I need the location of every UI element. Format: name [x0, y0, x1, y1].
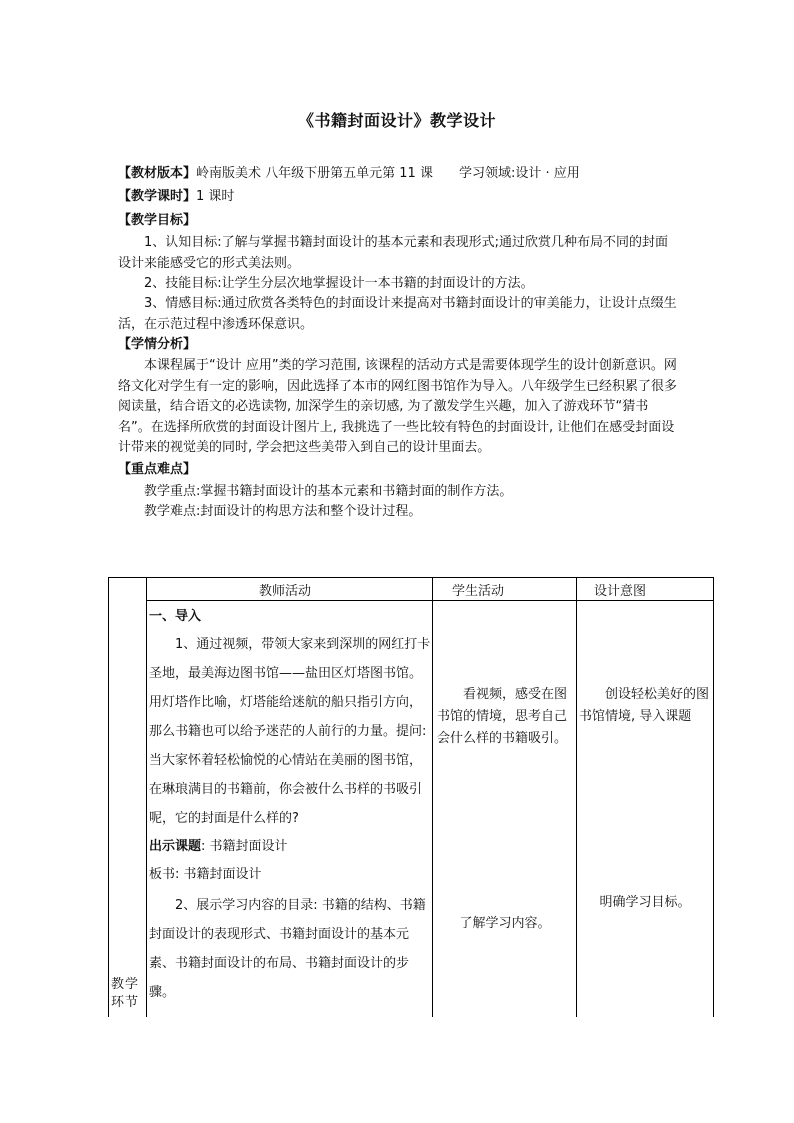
- teacher-activity-cell: [149, 604, 431, 1007]
- design-intent-1: 创设轻松美好的图书馆情境, 导入课题: [579, 687, 710, 724]
- hours-line: [118, 187, 688, 207]
- table-divider-3: [576, 577, 577, 1017]
- student-activity-1: 看视频，感受在图书馆的情境，思考自己会什么样的书籍吸引。: [437, 687, 568, 746]
- teaching-focus: 教学重点:掌握书籍封面设计的基本元素和书籍封面的制作方法。: [144, 484, 513, 499]
- board-line: 板书: 书籍封面设计: [149, 867, 262, 882]
- col-teacher-header: 教师活动: [259, 584, 312, 599]
- col-intent-header: 设计意图: [594, 584, 647, 599]
- table-top-border: [108, 577, 714, 578]
- objective-2: 2、技能目标:让学生分层次地掌握设计一本书籍的封面设计的方法。: [144, 276, 534, 291]
- row-label: 教学环节: [111, 977, 140, 1010]
- student-activity-2: 了解学习内容。: [459, 916, 551, 931]
- table-divider-1: [146, 577, 147, 1017]
- show-topic-label: 出示课题: [149, 839, 202, 854]
- show-topic-line: [149, 833, 431, 861]
- teacher-para-2: 2、展示学习内容的目录: 书籍的结构、书籍封面设计的表现形式、书籍封面设计的基本元素、书籍封面设计的布局、书籍封面设计的步骤。: [149, 898, 426, 1000]
- table-header-border: [146, 600, 714, 601]
- hours-label: 【教学课时】: [118, 189, 197, 204]
- objectives-heading: 【教学目标】: [118, 213, 197, 228]
- analysis-heading: 【学情分析】: [118, 337, 197, 352]
- table-right-border: [713, 577, 714, 1017]
- table-left-border: [108, 577, 109, 1017]
- col-student-header: 学生活动: [452, 584, 505, 599]
- hours-value: 1 课时: [196, 189, 235, 204]
- show-topic-value: : 书籍封面设计: [201, 839, 288, 854]
- teaching-difficulty: 教学难点:封面设计的构思方法和整个设计过程。: [144, 504, 422, 519]
- edition-line: [118, 164, 688, 184]
- objective-3: 3、情感目标:通过欣赏各类特色的封面设计来提高对书籍封面设计的审美能力，让设计点缀生活，在示范过程中渗透环保意识。: [118, 296, 677, 332]
- teacher-para-1: 1、通过视频，带领大家来到深圳的网红打卡圣地，最美海边图书馆——盐田区灯塔图书馆。用灯塔作比喻，灯塔能给迷航的船只指引方向，那么书籍也可以给予迷茫的人前行的力量。提问: 当大家怀着轻松愉悦的心情站在美丽的图书馆，在琳琅满目的书籍前，你会被什么书样的书吸引呢，它的封面是什么样的?: [149, 637, 431, 826]
- edition-value: 岭南版美术 八年级下册第五单元第 11 课: [196, 166, 433, 181]
- table-divider-2: [432, 577, 433, 1017]
- keypoints-heading: 【重点难点】: [118, 462, 197, 477]
- section-intro-heading: 一、导入: [149, 609, 202, 624]
- design-intent-2: 明确学习目标。: [599, 895, 691, 910]
- edition-label: 【教材版本】: [118, 166, 197, 181]
- domain-label: 学习领域:设计 · 应用: [458, 166, 580, 181]
- document-title: 《书籍封面设计》教学设计: [297, 111, 496, 130]
- objective-1: 1、认知目标:了解与掌握书籍封面设计的基本元素和表现形式;通过欣赏几种布局不同的封面设计来能感受它的形式美法则。: [118, 235, 669, 271]
- analysis-text: 本课程属于“设计 应用”类的学习范围, 该课程的活动方式是需要体现学生的设计创新意识。网络文化对学生有一定的影响，因此选择了本市的网红图书馆作为导入。八年级学生已经积累了很多阅读量，结合语文的必选读物, 加深学生的亲切感, 为了激发学生兴趣，加入了游戏环节“猜书名”。在选择所欣赏的封面设计图片上, 我挑选了一些比较有特色的封面设计, 让他们在感受封面设计带来的视觉美的同时, 学会把这些美带入到自己的设计里面去。: [118, 358, 678, 455]
